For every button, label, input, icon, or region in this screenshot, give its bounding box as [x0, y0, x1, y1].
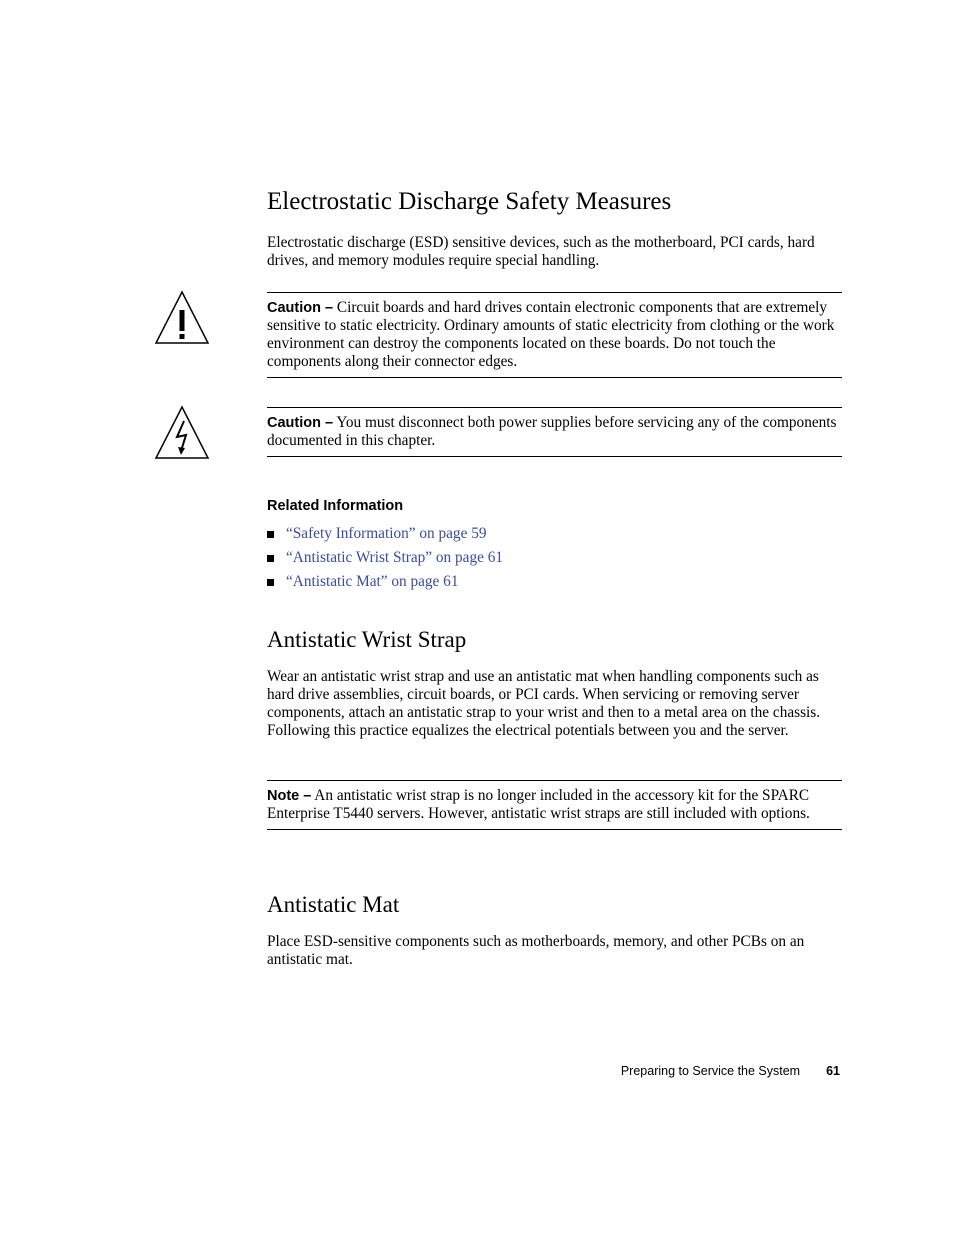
esd-intro-paragraph: Electrostatic discharge (ESD) sensitive devices, such as the motherboard, PCI cards, hard drives, and memory modules require special handling.: [267, 234, 815, 269]
note-box: [267, 780, 842, 830]
caution-label: Caution –: [267, 300, 334, 316]
caution-label: Caution –: [267, 415, 334, 431]
bullet-icon: [267, 579, 274, 586]
page-number: 61: [826, 1064, 840, 1078]
note-text: [267, 787, 842, 823]
bullet-icon: [267, 531, 274, 538]
caution-box-power: [267, 407, 842, 457]
page-footer: [621, 1064, 840, 1078]
caution-static-text: [267, 299, 842, 371]
section-title-mat: Antistatic Mat: [267, 892, 400, 917]
list-item: [267, 546, 503, 570]
section-title-wrist-strap: Antistatic Wrist Strap: [267, 627, 467, 652]
caution-power-body: You must disconnect both power supplies before servicing any of the components documented in this chapter.: [267, 414, 837, 449]
caution-box-static: [267, 292, 842, 378]
section-title-esd: Electrostatic Discharge Safety Measures: [267, 188, 672, 215]
list-item: [267, 570, 503, 594]
link-antistatic-mat[interactable]: “Antistatic Mat” on page 61: [286, 573, 459, 590]
link-safety-information[interactable]: “Safety Information” on page 59: [286, 525, 487, 542]
mat-paragraph: Place ESD-sensitive components such as motherboards, memory, and other PCBs on an antistatic mat.: [267, 933, 805, 968]
related-information-heading: Related Information: [267, 498, 404, 514]
related-links-list: [267, 522, 503, 594]
note-body: An antistatic wrist strap is no longer included in the accessory kit for the SPARC Enterprise T5440 servers. However, antistatic wrist straps are still included with options.: [267, 787, 810, 822]
wrist-strap-paragraph: Wear an antistatic wrist strap and use an antistatic mat when handling components such as hard drive assemblies, circuit boards, or PCI cards. When servicing or removing server components, attach an antistatic strap to your wrist and then to a metal area on the chassis. Following this practice equalizes the electrical potentials between you and the server.: [267, 668, 821, 739]
bullet-icon: [267, 555, 274, 562]
electrical-hazard-icon: [154, 405, 210, 459]
caution-static-body: Circuit boards and hard drives contain electronic components that are extremely sensitive to static electricity. Ordinary amounts of static electricity from clothing or the work environment can destroy the components located on these boards. Do not touch the components along their connector edges.: [267, 299, 835, 370]
note-label: Note –: [267, 788, 312, 804]
warning-exclamation-icon: [154, 290, 210, 344]
list-item: [267, 522, 503, 546]
caution-power-text: [267, 414, 842, 450]
footer-chapter-title: Preparing to Service the System: [620, 1064, 801, 1078]
link-antistatic-wrist-strap[interactable]: “Antistatic Wrist Strap” on page 61: [286, 549, 504, 566]
